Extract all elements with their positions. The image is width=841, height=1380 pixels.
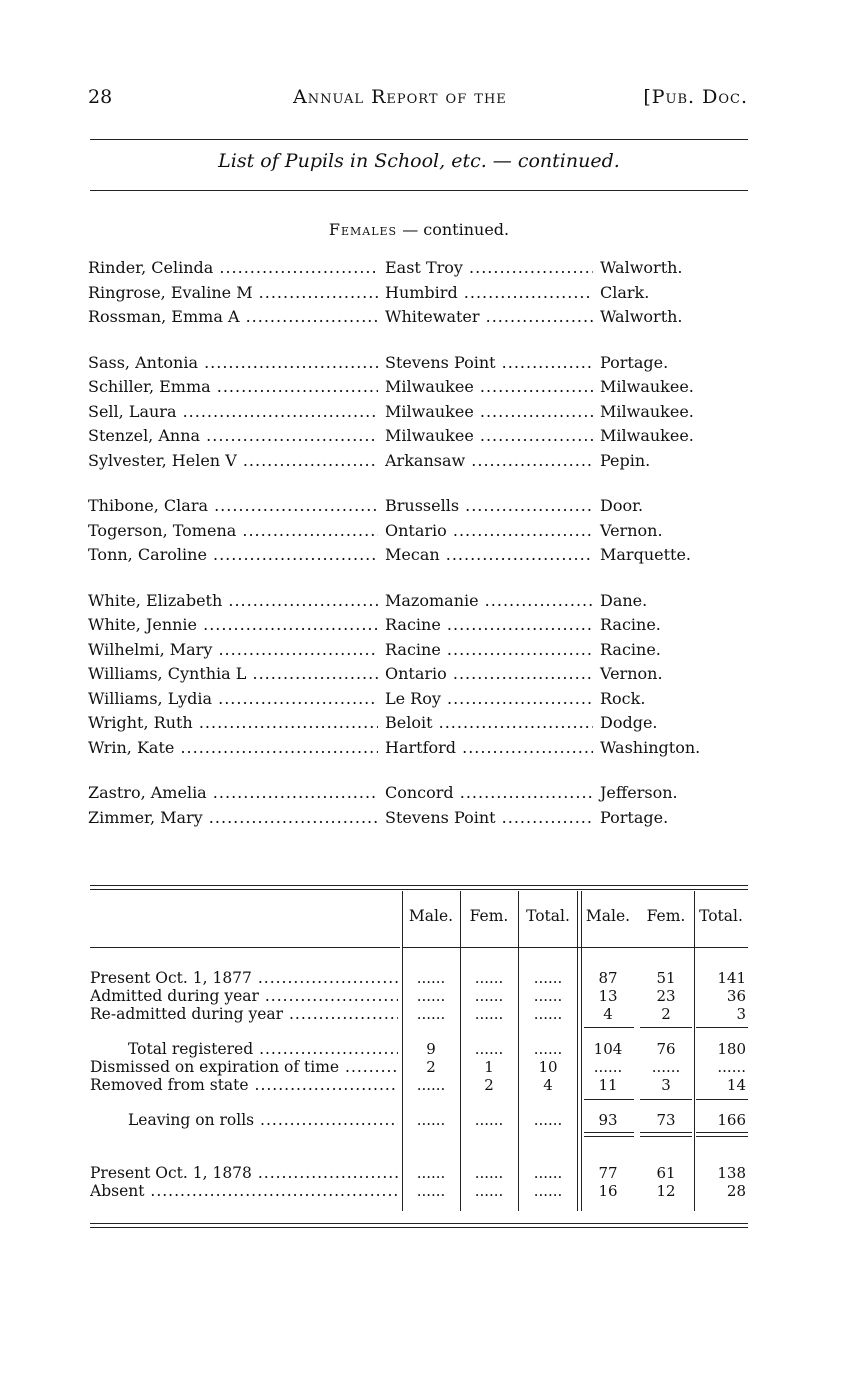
pupil-list (88, 256, 748, 851)
row-label-text: Removed from state ..... (90, 1076, 398, 1094)
pupil-town: Stevens Point ..... (385, 806, 593, 831)
row-label-text: Re-admitted during year ..... (90, 1005, 398, 1023)
summary-table (90, 885, 750, 1230)
pupil-name: Wrin, Kate ..... (88, 736, 378, 761)
table-cell: 10 (538, 1058, 558, 1076)
pupil-town: Mecan ..... (385, 543, 593, 568)
pupil-county: Walworth. (600, 258, 683, 277)
subtotal-rule (640, 1099, 692, 1100)
running-title: Annual Report of the (293, 86, 507, 108)
pupil-town: East Troy ..... (385, 256, 593, 281)
pupil-county: Vernon. (600, 664, 663, 683)
list-title: List of Pupils in School, etc. — continued. (218, 150, 620, 172)
table-cell: 76 (656, 1040, 676, 1058)
pupil-name: Stenzel, Anna ..... (88, 424, 378, 449)
total-double-rule (640, 1136, 692, 1137)
table-cell: ...... (474, 1005, 504, 1023)
subtotal-rule (584, 1099, 634, 1100)
table-cell: ...... (416, 969, 446, 987)
pupil-county: Portage. (600, 352, 669, 372)
pupil-row (88, 400, 748, 425)
pupil-town: Arkansaw ..... (385, 449, 593, 474)
pupil-county: Rock. (600, 688, 646, 708)
pupil-row (88, 375, 748, 400)
pupil-county: Jefferson. (600, 783, 678, 802)
pupil-name: Togerson, Tomena ..... (88, 519, 378, 544)
table-cell: 36 (726, 987, 746, 1005)
table-cell: ...... (533, 1005, 563, 1023)
title-rule (90, 190, 748, 191)
table-cell: 9 (426, 1040, 436, 1058)
table-cell: 2 (426, 1058, 436, 1076)
table-cell: ...... (533, 1164, 563, 1182)
row-label (90, 1076, 398, 1094)
row-label (90, 1164, 398, 1182)
table-cell: 51 (656, 969, 676, 987)
table-cell: 77 (598, 1164, 618, 1182)
column-header: Male. (408, 907, 454, 925)
table-cell: 166 (717, 1111, 746, 1129)
pupil-group (88, 351, 748, 474)
subtotal-rule (696, 1099, 748, 1100)
table-cell: 93 (598, 1111, 618, 1129)
page-header (88, 86, 748, 112)
row-label-text: Leaving on rolls ..... (128, 1111, 398, 1129)
pupil-town: Hartford ..... (385, 736, 593, 761)
pupil-row (88, 256, 748, 281)
pupil-row (88, 662, 748, 687)
pupil-county: Walworth. (600, 307, 683, 326)
table-cell: ...... (533, 969, 563, 987)
table-cell: ...... (533, 1111, 563, 1129)
pupil-county: Washington. (600, 737, 701, 757)
pupil-name: White, Elizabeth ..... (88, 589, 378, 614)
section-label: Females (328, 220, 398, 239)
pupil-town: Beloit ..... (385, 711, 593, 736)
table-cell: ...... (474, 1111, 504, 1129)
pupil-name: Rinder, Celinda ..... (88, 256, 378, 281)
row-label (90, 987, 398, 1005)
table-cell: ...... (593, 1058, 623, 1076)
pupil-town: Brussells ..... (385, 494, 593, 519)
row-label-text: Absent ..... (90, 1182, 398, 1200)
pupil-county: Milwaukee. (600, 377, 694, 396)
table-cell: 73 (656, 1111, 676, 1129)
table-cell: 87 (598, 969, 618, 987)
total-double-rule (696, 1136, 748, 1137)
pupil-name: Schiller, Emma ..... (88, 375, 378, 400)
table-cell: 2 (661, 1005, 671, 1023)
table-top-rule (90, 885, 748, 886)
pupil-name: Sell, Laura ..... (88, 400, 378, 425)
row-label-text: Dismissed on expiration of time ..... (90, 1058, 398, 1076)
pupil-town: Mazomanie ..... (385, 589, 593, 614)
pupil-town: Whitewater ..... (385, 305, 593, 330)
table-cell: 1 (484, 1058, 494, 1076)
pupil-row (88, 806, 748, 831)
pupil-county: Dodge. (600, 713, 658, 732)
row-label-text: Admitted during year ..... (90, 987, 398, 1005)
total-double-rule (584, 1136, 634, 1137)
pupil-county: Door. (600, 496, 644, 515)
document-label: [Pub. Doc. (643, 86, 748, 108)
pupil-name: Sass, Antonia ..... (88, 351, 378, 376)
table-cell: ...... (416, 987, 446, 1005)
total-double-rule (696, 1132, 748, 1133)
table-cell: 141 (717, 969, 746, 987)
section-suffix: — continued. (402, 220, 510, 239)
pupil-town: Stevens Point ..... (385, 351, 593, 376)
row-label (128, 1040, 398, 1058)
pupil-row (88, 305, 748, 330)
pupil-row (88, 519, 748, 544)
table-cell: ...... (533, 1040, 563, 1058)
table-cell: ...... (533, 1182, 563, 1200)
pupil-name: Williams, Lydia ..... (88, 687, 378, 712)
section-title (90, 220, 748, 239)
table-cell: ...... (416, 1076, 446, 1094)
row-label (90, 1005, 398, 1023)
header-rule (90, 139, 748, 140)
column-header: Total. (526, 907, 570, 925)
pupil-name: Williams, Cynthia L ..... (88, 662, 378, 687)
table-cell: ...... (416, 1111, 446, 1129)
table-cell: ...... (533, 987, 563, 1005)
pupil-name: Rossman, Emma A ..... (88, 305, 378, 330)
subtotal-rule (696, 1027, 748, 1028)
pupil-group (88, 589, 748, 761)
pupil-name: Zimmer, Mary ..... (88, 806, 378, 831)
pupil-town: Concord ..... (385, 781, 593, 806)
page-number: 28 (88, 86, 113, 108)
pupil-name: Ringrose, Evaline M ..... (88, 281, 378, 306)
subtotal-rule (640, 1027, 692, 1028)
table-cell: 14 (726, 1076, 746, 1094)
table-cell: 16 (598, 1182, 618, 1200)
pupil-group (88, 256, 748, 330)
pupil-county: Portage. (600, 807, 669, 827)
pupil-county: Marquette. (600, 545, 691, 564)
pupil-row (88, 351, 748, 376)
row-label (90, 1058, 398, 1076)
table-cell: ...... (474, 1040, 504, 1058)
pupil-row (88, 589, 748, 614)
pupil-town: Humbird ..... (385, 281, 593, 306)
total-double-rule (584, 1132, 634, 1133)
row-label (128, 1111, 398, 1129)
pupil-name: Thibone, Clara ..... (88, 494, 378, 519)
pupil-row (88, 494, 748, 519)
table-cell: 138 (717, 1164, 746, 1182)
row-label-text: Total registered ..... (128, 1040, 398, 1058)
pupil-name: Zastro, Amelia ..... (88, 781, 378, 806)
table-cell: ...... (416, 1164, 446, 1182)
pupil-name: Sylvester, Helen V ..... (88, 449, 378, 474)
pupil-row (88, 424, 748, 449)
table-cell: 28 (726, 1182, 746, 1200)
pupil-town: Milwaukee ..... (385, 375, 593, 400)
table-cell: ...... (651, 1058, 681, 1076)
table-cell: 61 (656, 1164, 676, 1182)
table-cell: ...... (416, 1182, 446, 1200)
table-cell: ...... (416, 1005, 446, 1023)
table-cell: 3 (661, 1076, 671, 1094)
pupil-county: Clark. (600, 282, 650, 302)
table-cell: 12 (656, 1182, 676, 1200)
pupil-town: Racine ..... (385, 638, 593, 663)
pupil-town: Ontario ..... (385, 662, 593, 687)
pupil-row (88, 638, 748, 663)
pupil-row (88, 711, 748, 736)
table-cell: 23 (656, 987, 676, 1005)
header-separator (402, 947, 748, 948)
table-cell: 180 (717, 1040, 746, 1058)
pupil-county: Pepin. (600, 450, 651, 470)
row-label (90, 969, 398, 987)
pupil-county: Racine. (600, 615, 661, 634)
pupil-county: Vernon. (600, 520, 663, 540)
pupil-group (88, 494, 748, 568)
column-header: Fem. (646, 907, 686, 925)
pupil-name: Tonn, Caroline ..... (88, 543, 378, 568)
row-label-text: Present Oct. 1, 1877 ..... (90, 969, 398, 987)
pupil-town: Ontario ..... (385, 519, 593, 544)
total-double-rule (640, 1132, 692, 1133)
table-cell: 3 (736, 1005, 746, 1023)
column-header: Total. (699, 907, 743, 925)
subtotal-rule (584, 1027, 634, 1028)
table-cell: ...... (474, 1182, 504, 1200)
pupil-town: Milwaukee ..... (385, 400, 593, 425)
pupil-town: Milwaukee ..... (385, 424, 593, 449)
pupil-row (88, 781, 748, 806)
pupil-row (88, 449, 748, 474)
table-cell: 4 (603, 1005, 613, 1023)
pupil-row (88, 687, 748, 712)
table-cell: 11 (598, 1076, 618, 1094)
table-cell: 4 (543, 1076, 553, 1094)
pupil-town: Racine ..... (385, 613, 593, 638)
pupil-county: Milwaukee. (600, 401, 694, 421)
table-cell: ...... (717, 1058, 746, 1076)
header-separator (90, 947, 400, 948)
table-cell: 104 (593, 1040, 623, 1058)
table-cell: ...... (474, 969, 504, 987)
table-cell: 13 (598, 987, 618, 1005)
column-header: Male. (585, 907, 631, 925)
pupil-county: Racine. (600, 639, 661, 659)
pupil-row (88, 613, 748, 638)
pupil-county: Dane. (600, 590, 648, 610)
pupil-name: White, Jennie ..... (88, 613, 378, 638)
pupil-county: Milwaukee. (600, 426, 694, 445)
pupil-name: Wright, Ruth ..... (88, 711, 378, 736)
table-top-rule-inner (90, 889, 748, 890)
column-header: Fem. (469, 907, 509, 925)
pupil-group (88, 781, 748, 830)
table-bottom-rule (90, 1223, 748, 1224)
pupil-town: Le Roy ..... (385, 687, 593, 712)
table-cell: ...... (474, 1164, 504, 1182)
pupil-row (88, 281, 748, 306)
table-bottom-rule-inner (90, 1227, 748, 1228)
pupil-row (88, 736, 748, 761)
row-label (90, 1182, 398, 1200)
table-cell: 2 (484, 1076, 494, 1094)
table-cell: ...... (474, 987, 504, 1005)
pupil-name: Wilhelmi, Mary ..... (88, 638, 378, 663)
row-label-text: Present Oct. 1, 1878 ..... (90, 1164, 398, 1182)
pupil-row (88, 543, 748, 568)
